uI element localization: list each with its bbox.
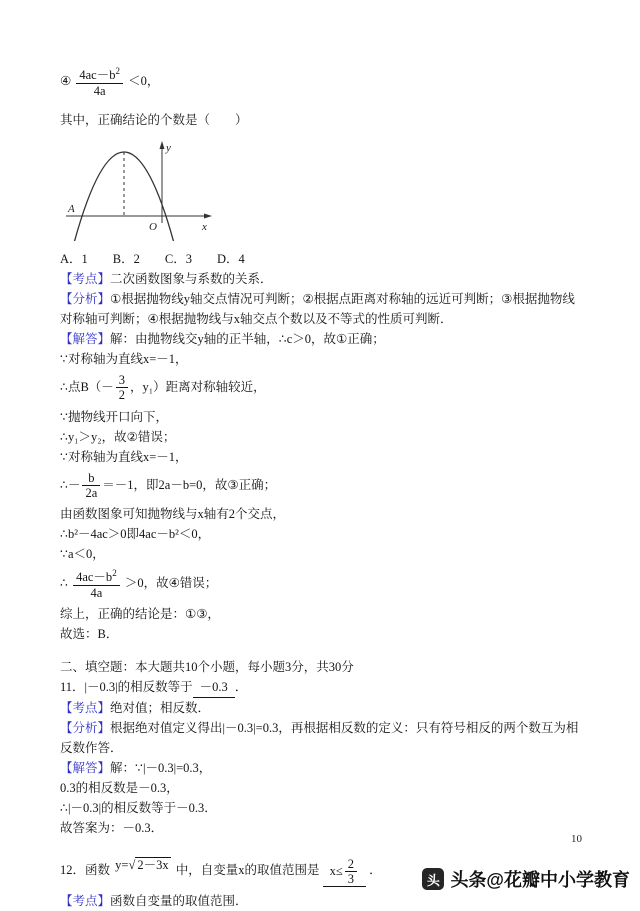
solution-conclusion: 综上，正确的结论是：①③，	[60, 607, 220, 622]
question-line: 其中，正确结论的个数是（ ）	[60, 112, 248, 127]
y-axis-label: y	[166, 141, 171, 154]
jieda-text: 解：∵|－0.3|=0.3，	[110, 761, 212, 776]
solution-text: ∴点B（－	[60, 379, 114, 394]
fenxi-line-11	[60, 718, 583, 758]
x-axis-arrow	[204, 213, 212, 218]
jieda-text: 解：由抛物线交y轴的正半轴，∴c＞0，故①正确；	[110, 331, 385, 346]
q12-period: ．	[369, 863, 382, 878]
solution-text: ＞0，故④错误；	[124, 576, 218, 591]
fenxi-line-1	[60, 289, 583, 329]
kaodian-line-11	[60, 698, 583, 718]
q12-stem-text: 12．函数	[60, 863, 111, 878]
q11-stem-text: 11．|－0.3|的相反数等于	[60, 680, 193, 695]
solution-line: 由函数图象可知抛物线与x轴有2个交点，	[60, 507, 286, 522]
watermark-text: 头条@花瓣中小学教育	[450, 870, 630, 890]
origin-label: O	[149, 220, 157, 233]
solution-line: ∵a＜0，	[60, 547, 105, 562]
kaodian-text: 绝对值；相反数．	[110, 701, 211, 716]
solution-line: ∴y₁＞y₂，故②错误；	[60, 429, 176, 444]
q11-answer-underlined: －0.3	[193, 677, 235, 698]
solution-line: ∴|－0.3|的相反数等于－0.3．	[60, 801, 217, 816]
jieda-label: 【解答】	[60, 331, 111, 346]
fraction-b-over-2a: $\frac{b}{2a}$	[82, 471, 100, 501]
solution-line: ∴b²－4ac＞0即4ac－b²＜0，	[60, 527, 211, 542]
solution-text: ∴	[60, 576, 68, 591]
solution-line-4ac-b2-over-4a	[60, 568, 583, 600]
point-a-label: A	[68, 202, 75, 215]
fraction-4ac-b2-over-4a: $\frac{4ac-b^2}{4a}$	[73, 568, 120, 600]
kaodian-label: 【考点】	[60, 271, 111, 286]
kaodian-text: 函数自变量的取值范围．	[110, 894, 248, 909]
fenxi-label: 【分析】	[60, 291, 111, 306]
y-axis-arrow	[160, 141, 165, 149]
jieda-line-1	[60, 329, 583, 349]
statement-4-tail: ＜0，	[128, 73, 160, 88]
q12-formula-sqrt: y=√ 2－3x	[115, 858, 169, 873]
kaodian-text: 二次函数图象与系数的关系．	[110, 271, 273, 286]
parabola-graph	[62, 138, 583, 245]
statement-4	[60, 66, 583, 98]
solution-text: ＝－1，即2a－b=0，故③正确；	[102, 477, 277, 492]
solution-line: 故答案为：－0.3．	[60, 821, 164, 836]
radicand: 2－3x	[137, 858, 169, 873]
statement-4-marker: ④	[60, 73, 72, 88]
watermark	[422, 866, 630, 892]
jieda-line-11	[60, 758, 583, 778]
solution-line: ∵抛物线开口向下，	[60, 409, 168, 424]
answer-options: A．1 B．2 C．3 D．4	[60, 251, 245, 266]
kaodian-label: 【考点】	[60, 894, 111, 909]
solution-line-b-over-2a	[60, 471, 583, 501]
kaodian-line-12	[60, 891, 583, 911]
solution-text: ∴－	[60, 477, 81, 492]
solution-line: ∵对称轴为直线x=－1，	[60, 449, 188, 464]
fenxi-label: 【分析】	[60, 721, 111, 736]
fenxi-text: ①根据抛物线y轴交点情况可判断；②根据点距离对称轴的远近可判断；③根据抛物线对称轴可判断；④根据抛物线与x轴交点个数以及不等式的性质可判断．	[60, 291, 575, 326]
kaodian-label: 【考点】	[60, 701, 111, 716]
radical-sign: √	[128, 858, 136, 873]
section-2-header: 二、填空题：本大题共10个小题，每小题3分，共30分	[60, 660, 354, 675]
solution-line: 0.3的相反数是－0.3，	[60, 781, 179, 796]
question-11-stem	[60, 677, 583, 698]
q11-period: ．	[234, 680, 248, 695]
jieda-label: 【解答】	[60, 761, 111, 776]
solution-line-point-b	[60, 373, 583, 403]
fraction-3-over-2: $\frac{3}{2}$	[116, 373, 128, 403]
q12-stem-text: 中，自变量x的取值范围是	[175, 863, 320, 878]
fenxi-text: 根据绝对值定义得出|－0.3|=0.3，再根据相反数的定义：只有符号相反的两个数互为相反数作答．	[60, 721, 579, 756]
parabola-graph-svg	[62, 138, 217, 241]
solution-line: ∵对称轴为直线x=－1，	[60, 351, 188, 366]
toutiao-logo-icon: 头	[422, 868, 444, 890]
fraction-4ac-b2-over-4a: $\frac{4ac-b^2}{4a}$	[76, 66, 123, 98]
q12-answer-underlined: x≤ $\frac{2}{3}$	[323, 857, 366, 888]
solution-text: ，y₁）距离对称轴较近，	[130, 379, 266, 394]
kaodian-line-1	[60, 269, 583, 289]
x-axis-label: x	[202, 220, 207, 233]
fraction-2-over-3: $\frac{2}{3}$	[345, 857, 357, 887]
solution-answer-choice: 故选：B．	[60, 627, 119, 642]
page-number: 10	[571, 833, 582, 845]
